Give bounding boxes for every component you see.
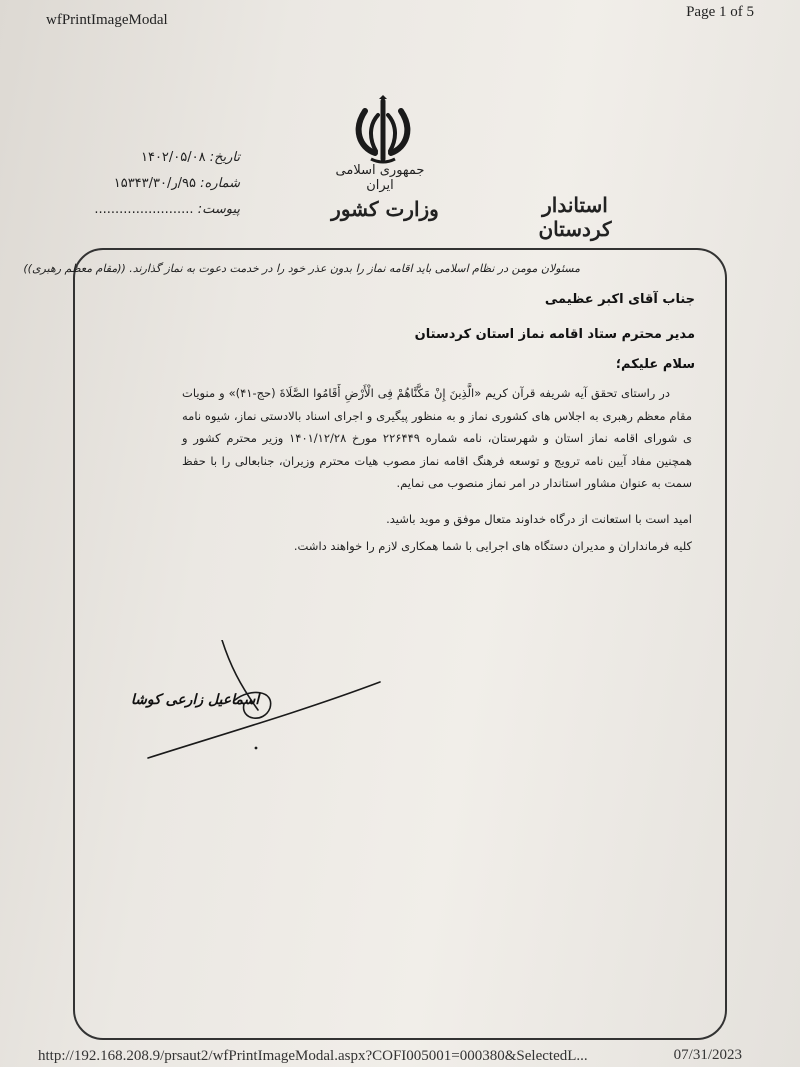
recipient-name: جناب آقای اکبر عظیمی [544, 292, 695, 307]
print-footer-url: http://192.168.208.9/prsaut2/wfPrintImageModal.aspx?COFI005001=000380&SelectedL... [38, 1048, 588, 1064]
body-paragraph: در راستای تحقق آیه شریفه قرآن کریم «الَّذِینَ إِنْ مَکَّنَّاهُمْ فِی الْأَرْضِ أَقَامُوا الصَّلَاةَ (حج-۴۱)» و منویات مقام معظم رهبری به اجلاس های کشوری نماز و به منظور پیگیری و اجرای اسناد بالادستی نماز، شیوه نامه ی شورای اقامه نماز استان و شهرستان، نامه شماره ۲۲۶۴۴۹ مورخ ۱۴۰۱/۱۲/۲۸ وزیر محترم کشور و همچنین مفاد آیین نامه ترویج و توسعه فرهنگ اقامه نماز مصوب هیات محترم وزیران، جنابعالی را با حفظ سمت به عنوان مشاور استاندار در امر نماز منصوب می نمایم. [182, 386, 693, 490]
number-label: شماره: [200, 176, 240, 191]
attachment-row [70, 197, 240, 223]
signatory-name: اسماعیل زارعی کوشا [130, 692, 260, 708]
republic-name: جمهوری اسلامی ایران [335, 163, 425, 193]
letter-meta [70, 145, 240, 223]
iran-emblem-icon [345, 95, 421, 167]
recipient-position: مدیر محترم ستاد اقامه نماز استان کردستان [414, 327, 695, 342]
ministry-name: وزارت کشور [331, 197, 439, 221]
attachment-label: پیوست: [197, 202, 240, 217]
print-footer-date: 07/31/2023 [673, 1047, 742, 1063]
print-header-page: Page 1 of 5 [686, 4, 754, 20]
closing-line-2: کلیه فرمانداران و مدیران دستگاه های اجرایی با شما همکاری لازم را خواهند داشت. [293, 539, 692, 553]
date-value: ۱۴۰۲/۰۵/۰۸ [140, 150, 206, 165]
office-name: استاندار کردستان [538, 193, 612, 241]
closing-line-1: امید است با استعانت از درگاه خداوند متعال موفق و موید باشید. [386, 512, 692, 526]
greeting: سلام علیکم؛ [615, 357, 695, 372]
date-label: تاریخ: [209, 150, 240, 165]
attachment-value: ........................ [94, 202, 194, 217]
leader-quote: مسئولان مومن در نظام اسلامی باید اقامه نماز را بدون عذر خود را در خدمت دعوت به نماز گذارند. ((مقام معظم رهبری)) [23, 262, 580, 275]
number-value: ۹۵/ر/۱۵۳۴۳/۳۰ [113, 176, 197, 191]
letter-body [182, 382, 692, 495]
date-row [70, 145, 240, 171]
number-row [70, 171, 240, 197]
print-header-title: wfPrintImageModal [46, 12, 168, 28]
